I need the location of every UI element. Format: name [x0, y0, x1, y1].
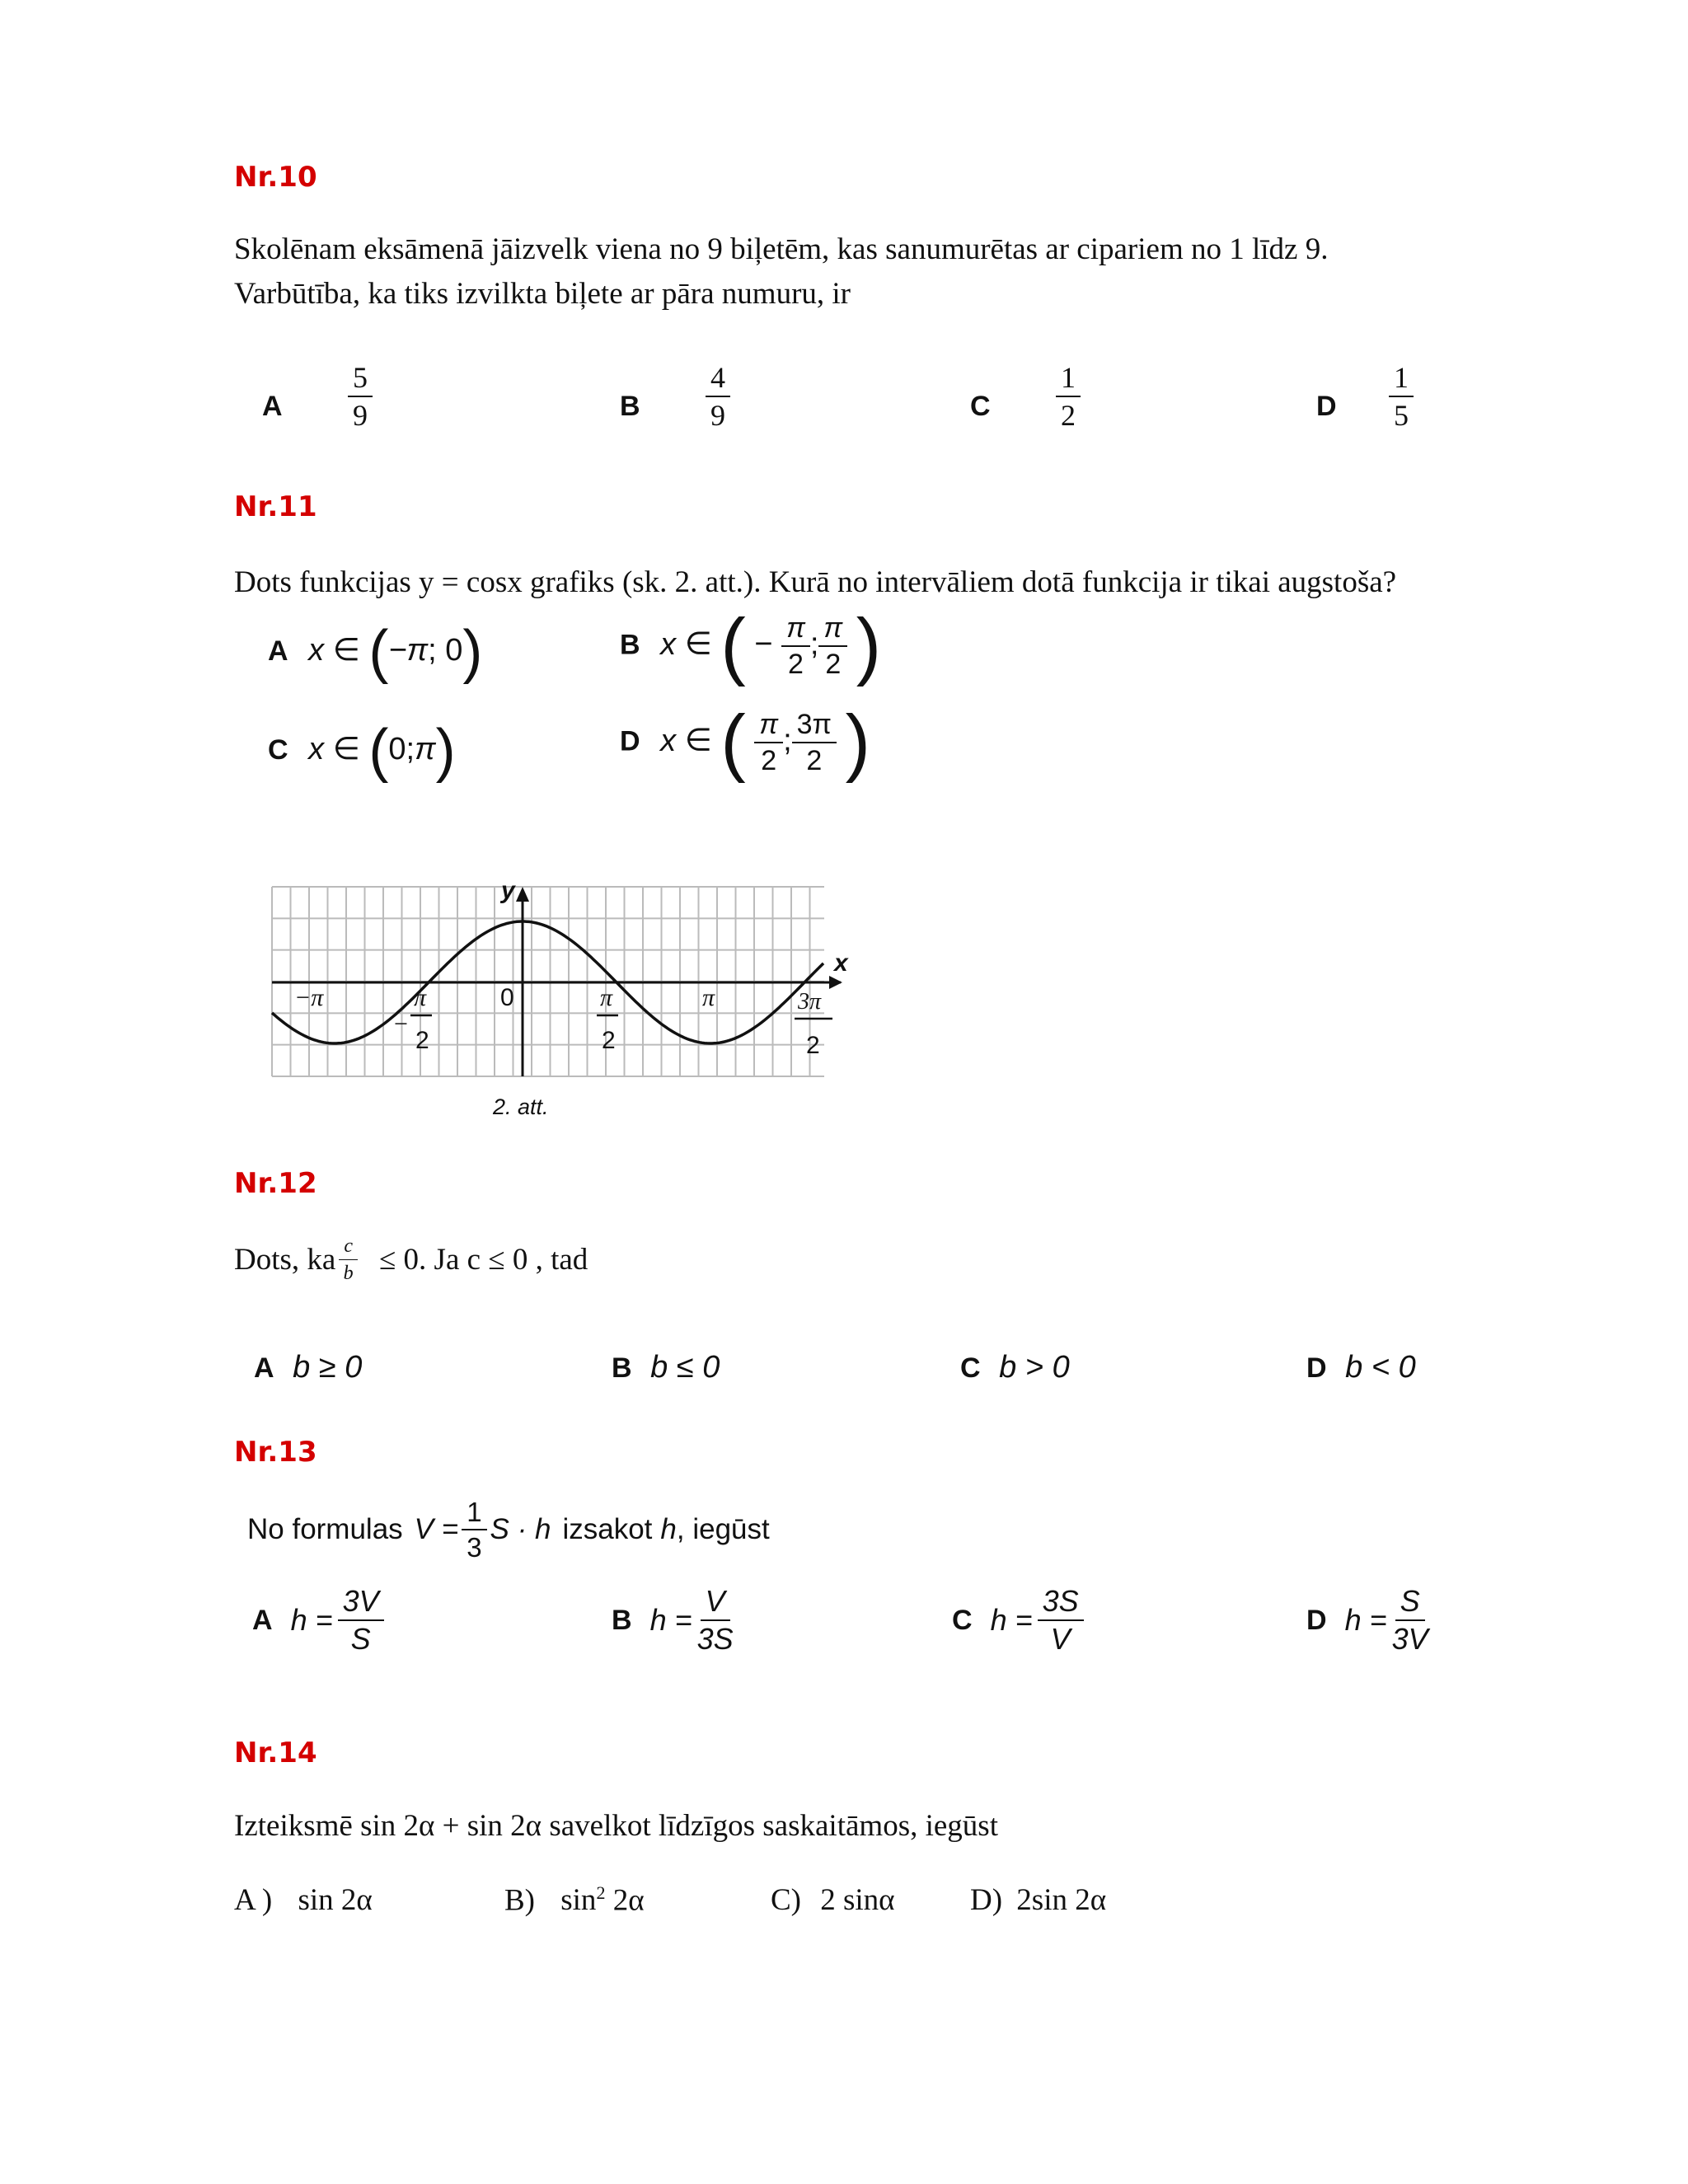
question-10-text-line2: Varbūtība, ka tiks izvilkta biļete ar pāra numuru, ir — [234, 277, 851, 311]
element-of-symbol: ∈ — [684, 723, 712, 758]
interval-low-fraction — [781, 614, 810, 678]
option-expression-sin: sin — [560, 1883, 597, 1918]
tick-label-pi: π — [702, 984, 715, 1011]
option-label: B — [620, 391, 640, 422]
fraction-denominator: 5 — [1394, 399, 1409, 432]
question-14-header: Nr.14 — [234, 1736, 317, 1769]
question-14-text: Izteiksmē sin 2α + sin 2α savelkot līdzīgos saskaitāmos, iegūst — [234, 1809, 998, 1843]
one-third-fraction — [462, 1498, 486, 1561]
question-12-text — [234, 1236, 588, 1283]
tick-label-three-half-pi-num: 3π — [798, 989, 822, 1015]
cosine-graph-figure — [247, 874, 874, 1129]
y-axis-label: y — [501, 877, 515, 904]
question-12-suffix: ≤ 0. Ja c ≤ 0 , tad — [378, 1243, 588, 1277]
fraction-denominator: 2 — [1061, 399, 1076, 432]
fraction-denominator: S — [350, 1622, 371, 1656]
q13-option-a[interactable] — [252, 1586, 384, 1654]
tick-label-half-pi-num: π — [600, 984, 613, 1011]
fraction-denominator: 9 — [353, 399, 368, 432]
option-label: C — [268, 734, 288, 766]
option-expression-arg: 2α — [612, 1883, 645, 1918]
option-fraction — [1389, 363, 1414, 430]
fraction-numerator: S — [1395, 1586, 1425, 1621]
q11-option-b[interactable] — [620, 603, 882, 687]
tick-label-half-pi-den: 2 — [602, 1027, 616, 1054]
option-label: A ) — [234, 1883, 273, 1917]
close-paren: ) — [462, 619, 483, 685]
element-of-symbol: ∈ — [684, 626, 712, 662]
fraction-numerator: 1 — [1056, 363, 1081, 397]
fraction-denominator: 9 — [710, 399, 725, 432]
fraction-denominator: 2 — [825, 648, 842, 680]
fraction-denominator: V — [1050, 1622, 1071, 1656]
tick-label-neg-half-pi-sign: − — [394, 1010, 408, 1038]
fraction-denominator: 2 — [761, 744, 777, 776]
interval-high-fraction — [818, 614, 847, 678]
q13-option-d[interactable] — [1306, 1586, 1428, 1654]
q14-option-b[interactable] — [504, 1882, 645, 1918]
option-label: B) — [504, 1883, 535, 1918]
formula-lhs: V = — [414, 1513, 459, 1545]
option-variable: x — [308, 633, 325, 668]
option-lhs: h = — [649, 1603, 692, 1637]
interval-separator: ; — [406, 732, 415, 767]
x-axis-label: x — [834, 949, 848, 977]
option-label: B — [620, 629, 640, 661]
option-expression: 2sin 2α — [1016, 1883, 1107, 1917]
fraction-numerator: π — [754, 710, 783, 743]
option-label: D — [620, 725, 640, 757]
fraction-denominator: b — [343, 1263, 354, 1284]
open-paren: ( — [368, 619, 389, 685]
option-fraction — [1038, 1586, 1084, 1654]
fraction-numerator: 3π — [792, 710, 837, 743]
interval-separator: ; — [809, 626, 819, 662]
option-fraction — [338, 1586, 384, 1654]
question-13-variable: h — [660, 1513, 677, 1545]
fraction-numerator: 1 — [462, 1498, 486, 1530]
question-10-text-line1: Skolēnam eksāmenā jāizvelk viena no 9 biļetēm, kas sanumurētas ar cipariem no 1 līdz 9. — [234, 232, 1329, 266]
question-13-suffix: , iegūst — [676, 1513, 770, 1545]
q12-option-a[interactable] — [254, 1350, 362, 1385]
tick-label-neg-half-pi-num: π — [414, 984, 427, 1011]
y-axis-arrow-icon — [516, 887, 529, 902]
fraction-numerator: π — [781, 614, 810, 647]
interval-low-fraction — [754, 710, 783, 775]
option-lhs: h = — [990, 1603, 1033, 1637]
option-variable: x — [660, 626, 677, 662]
option-fraction — [1392, 1586, 1428, 1654]
interval-separator: ; — [783, 723, 792, 758]
question-13-prefix: No formulas — [247, 1513, 403, 1545]
interval-separator: ; — [428, 633, 437, 668]
option-expression: b > 0 — [999, 1350, 1070, 1385]
fraction-numerator: 3S — [1038, 1586, 1084, 1621]
option-label: C — [960, 1352, 981, 1384]
question-11-text: Dots funkcijas y = cosx grafiks (sk. 2. att.). Kurā no intervāliem dotā funkcija ir tikai augstoša? — [234, 565, 1397, 599]
option-fraction — [706, 363, 730, 430]
option-label: A — [252, 1604, 273, 1636]
fraction-denominator: 3S — [696, 1622, 734, 1656]
interval-high: π — [415, 732, 436, 767]
q12-option-b[interactable] — [612, 1350, 720, 1385]
q13-option-b[interactable] — [612, 1586, 734, 1654]
option-expression: b ≤ 0 — [650, 1350, 720, 1385]
interval-high: 0 — [445, 633, 463, 668]
option-label: D — [1316, 391, 1337, 422]
c-over-b-fraction — [339, 1236, 358, 1283]
open-paren: ( — [368, 718, 389, 784]
origin-label: 0 — [500, 984, 514, 1011]
interval-low: 0 — [388, 732, 406, 767]
q11-option-c[interactable] — [268, 718, 456, 784]
option-lhs: h = — [290, 1603, 333, 1637]
q14-option-a[interactable] — [234, 1882, 373, 1918]
question-13-header: Nr.13 — [234, 1436, 317, 1469]
q12-option-d[interactable] — [1306, 1350, 1416, 1385]
option-variable: x — [660, 723, 677, 758]
option-label: C — [952, 1604, 973, 1636]
q12-option-c[interactable] — [960, 1350, 1070, 1385]
tick-label-neg-pi: −π — [294, 984, 324, 1011]
option-label: D) — [970, 1883, 1003, 1917]
close-paren: ) — [845, 700, 870, 784]
option-label: D — [1306, 1352, 1327, 1384]
q11-option-a[interactable] — [268, 619, 483, 685]
fraction-numerator: c — [339, 1236, 358, 1260]
fraction-numerator: π — [818, 614, 847, 647]
option-variable: x — [308, 732, 325, 767]
question-13-text — [247, 1498, 770, 1561]
option-label: A — [268, 635, 288, 668]
q14-option-c[interactable] — [771, 1882, 895, 1918]
option-label: B — [612, 1352, 632, 1384]
fraction-numerator: 4 — [706, 363, 730, 397]
q14-option-d[interactable] — [970, 1882, 1106, 1918]
fraction-numerator: 3V — [338, 1586, 384, 1621]
minus-sign: − — [754, 626, 773, 662]
fraction-numerator: V — [701, 1586, 730, 1621]
option-label: C) — [771, 1883, 801, 1917]
fraction-denominator: 2 — [806, 744, 823, 776]
option-fraction — [1056, 363, 1081, 430]
fraction-denominator: 3 — [467, 1532, 482, 1563]
option-label: A — [262, 391, 283, 422]
close-paren: ) — [856, 603, 882, 687]
interval-high-fraction — [792, 710, 837, 775]
option-label: D — [1306, 1604, 1327, 1636]
option-label: C — [970, 391, 991, 422]
fraction-denominator: 2 — [787, 648, 804, 680]
option-expression: sin 2α — [298, 1883, 373, 1917]
figure-caption: 2. att. — [493, 1094, 549, 1119]
tick-label-three-half-pi-den: 2 — [806, 1032, 820, 1059]
formula-rhs: S · h — [490, 1513, 551, 1545]
fraction-numerator: 1 — [1389, 363, 1414, 397]
option-fraction — [348, 363, 373, 430]
fraction-numerator: 5 — [348, 363, 373, 397]
option-fraction — [697, 1586, 734, 1654]
option-expression: b ≥ 0 — [293, 1350, 363, 1385]
option-expression: 2 sinα — [820, 1883, 895, 1917]
question-13-middle: izsakot — [562, 1513, 653, 1545]
fraction-denominator: 3V — [1391, 1622, 1428, 1656]
element-of-symbol: ∈ — [332, 732, 360, 767]
q11-option-d[interactable] — [620, 700, 870, 784]
option-expression: b < 0 — [1345, 1350, 1416, 1385]
element-of-symbol: ∈ — [332, 633, 360, 668]
x-axis-arrow-icon — [829, 976, 842, 989]
open-paren: ( — [720, 603, 746, 687]
question-12-header: Nr.12 — [234, 1167, 317, 1200]
option-exponent: 2 — [596, 1882, 606, 1903]
close-paren: ) — [435, 718, 456, 784]
tick-label-neg-half-pi-den: 2 — [415, 1027, 429, 1054]
open-paren: ( — [720, 700, 746, 784]
option-lhs: h = — [1344, 1603, 1387, 1637]
question-11-header: Nr.11 — [234, 490, 317, 523]
question-12-prefix: Dots, ka — [234, 1243, 336, 1277]
q13-option-c[interactable] — [952, 1586, 1084, 1654]
question-10-header: Nr.10 — [234, 161, 317, 194]
option-label: A — [254, 1352, 274, 1384]
option-label: B — [612, 1604, 632, 1636]
interval-low: −π — [388, 633, 429, 668]
